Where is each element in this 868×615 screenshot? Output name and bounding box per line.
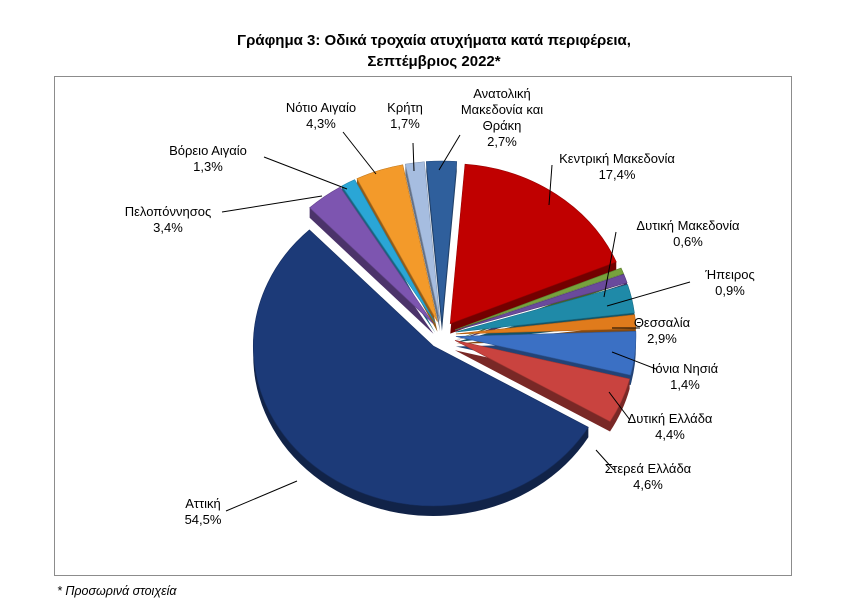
slice-value-label: 17,4%	[598, 167, 636, 182]
slice-value-label: 1,3%	[193, 159, 223, 174]
slice-name-label: Ήπειρος	[705, 267, 755, 282]
slice-value-label: 2,9%	[647, 331, 677, 346]
slice-label	[185, 496, 222, 527]
pie-slices	[253, 161, 636, 516]
slice-name-label: Ανατολική	[473, 86, 531, 101]
slice-name-label: Μακεδονία και	[460, 102, 544, 117]
footnote: * Προσωρινά στοιχεία	[57, 584, 177, 598]
slice-value-label: 54,5%	[184, 512, 222, 527]
slice-name-label: Δυτική Μακεδονία	[636, 218, 740, 233]
slice-value-label: 0,9%	[715, 283, 745, 298]
slice-label	[169, 143, 247, 174]
slice-name-label: Βόρειο Αιγαίο	[169, 143, 247, 158]
slice-label	[461, 86, 543, 149]
slice-name-label: Πελοπόννησος	[124, 204, 212, 219]
slice-label	[387, 100, 423, 131]
leader-line	[264, 157, 347, 189]
slice-label	[125, 204, 211, 235]
slice-name-label: Κρήτη	[387, 100, 423, 115]
slice-label	[634, 315, 691, 346]
slice-name-label: Στερεά Ελλάδα	[604, 461, 692, 476]
slice-name-label: Ιόνια Νησιά	[651, 361, 719, 376]
chart-title-line-1: Γράφημα 3: Οδικά τροχαία ατυχήματα κατά περιφέρεια,	[237, 32, 631, 49]
slice-name-label: Νότιο Αιγαίο	[285, 100, 357, 115]
slice-value-label: 4,4%	[655, 427, 685, 442]
slice-value-label: 0,6%	[673, 234, 703, 249]
slice-label	[628, 411, 713, 442]
slice-value-label: 3,4%	[153, 220, 183, 235]
leader-line	[226, 481, 297, 511]
slice-label	[636, 218, 740, 249]
chart-title-line-2: Σεπτέμβριος 2022*	[367, 53, 501, 70]
slice-value-label: 4,3%	[306, 116, 336, 131]
slice-name-label: Δυτική Ελλάδα	[627, 411, 713, 426]
slice-label	[704, 267, 754, 298]
slice-name-label: Θράκη	[482, 118, 522, 133]
leader-line	[343, 132, 376, 174]
slice-name-label: Αττική	[185, 496, 221, 511]
slice-label	[559, 151, 675, 182]
slice-value-label: 4,6%	[633, 477, 663, 492]
slice-value-label: 2,7%	[487, 134, 517, 149]
slice-label	[286, 100, 356, 131]
leader-line	[222, 196, 322, 212]
slice-value-label: 1,7%	[390, 116, 420, 131]
slice-name-label: Θεσσαλία	[633, 315, 691, 330]
slice-value-label: 1,4%	[670, 377, 700, 392]
slice-label	[605, 461, 692, 492]
slice-name-label: Κεντρική Μακεδονία	[559, 151, 675, 166]
slice-label	[652, 361, 719, 392]
